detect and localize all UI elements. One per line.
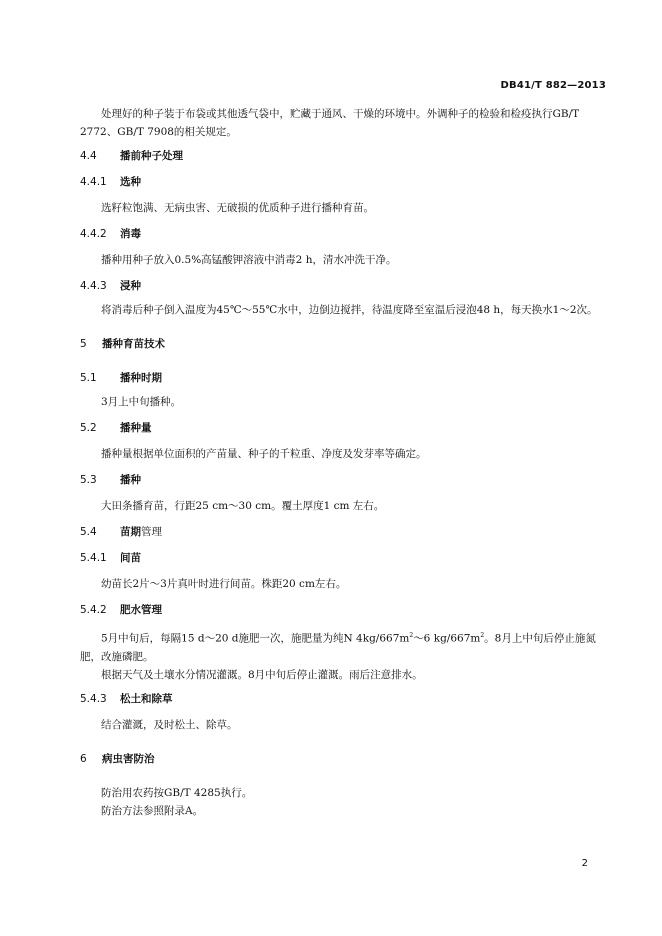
heading-4-4-2 [80, 225, 606, 243]
heading-5-1 [80, 369, 606, 387]
superscript: 2 [480, 632, 485, 639]
section-number: 6 [80, 752, 87, 765]
section-title-suffix: 管理 [141, 526, 162, 538]
heading-5-3 [80, 471, 606, 489]
section-title: 苗期 [120, 526, 141, 538]
heading-5-4 [80, 523, 606, 541]
heading-5-4-1 [80, 549, 606, 567]
heading-6 [80, 750, 606, 768]
section-number: 5.1 [80, 372, 97, 384]
heading-5 [80, 335, 606, 353]
paragraph-5-4-1: 幼苗长2片～3片真叶时进行间苗。株距20 cm左右。 [101, 578, 347, 590]
section-number: 5.4 [80, 526, 97, 538]
section-number: 5.3 [80, 474, 97, 486]
section-title: 播种 [120, 474, 141, 486]
paragraph-6-method: 防治方法参照附录A。 [101, 804, 204, 817]
section-title: 播种时期 [120, 372, 162, 384]
section-number: 5.4.2 [80, 604, 107, 616]
section-number: 5.4.3 [80, 692, 107, 705]
superscript: 2 [409, 632, 414, 639]
paragraph-5-4-2-irrigation: 根据天气及土壤水分情况灌溉。8月中旬后停止灌溉。雨后注意排水。 [101, 668, 423, 681]
paragraph-4-4-3: 将消毒后种子倒入温度为45℃～55℃水中，边倒边搅拌，待温度降至室温后浸泡48 h，每天换水1～2次。 [101, 304, 598, 316]
section-title: 消毒 [120, 228, 141, 240]
section-title: 间苗 [120, 552, 141, 564]
heading-4-4-1 [80, 173, 606, 191]
paragraph-6-pesticide: 防治用农药按GB/T 4285执行。 [101, 786, 253, 799]
paragraph-5-1: 3月上中旬播种。 [101, 396, 182, 408]
heading-5-4-3 [80, 690, 606, 708]
section-title: 病虫害防治 [102, 752, 155, 765]
heading-5-4-2 [80, 601, 606, 619]
section-number: 5.2 [80, 422, 97, 434]
text-run: 5月中旬后，每隔15 d～20 d施肥一次，施肥量为纯N 4kg/667m [101, 632, 410, 645]
section-title: 播种量 [120, 422, 152, 434]
section-title: 选种 [120, 176, 141, 188]
section-number: 4.4 [80, 150, 97, 162]
intro-paragraph: 处理好的种子装于布袋或其他透气袋中，贮藏于通风、干燥的环境中。外调种子的检验和检疫执行GB/T 2772、GB/T 7908的相关规定。 [80, 108, 580, 138]
paragraph-5-4-2-fertilizer [80, 627, 606, 666]
heading-5-2 [80, 419, 606, 437]
paragraph-5-4-3: 结合灌溉，及时松土、除草。 [101, 718, 238, 731]
paragraph-5-2: 播种量根据单位面积的产苗量、种子的千粒重、净度及发芽率等确定。 [101, 448, 427, 460]
section-number: 5 [80, 338, 87, 350]
section-title: 浸种 [120, 280, 141, 292]
paragraph-5-3: 大田条播育苗，行距25 cm～30 cm。覆土厚度1 cm 左右。 [101, 500, 385, 512]
section-number: 4.4.1 [80, 176, 107, 188]
heading-4-4-3 [80, 277, 606, 295]
section-number: 5.4.1 [80, 552, 107, 564]
page-content [80, 105, 606, 820]
paragraph-4-4-1: 选籽粒饱满、无病虫害、无破损的优质种子进行播种育苗。 [101, 202, 374, 214]
section-title: 播前种子处理 [120, 150, 183, 162]
text-run: 。8月上中旬后停止施氮肥，改施磷肥。 [80, 632, 596, 663]
section-number: 4.4.3 [80, 280, 107, 292]
section-title: 播种育苗技术 [102, 338, 165, 350]
section-title: 肥水管理 [120, 604, 162, 616]
page-number: 2 [581, 858, 588, 869]
standard-code: DB41/T 882—2013 [500, 80, 606, 91]
paragraph-4-4-2: 播种用种子放入0.5%高锰酸钾溶液中消毒2 h，清水冲洗干净。 [101, 254, 397, 266]
text-run: ～6 kg/667m [413, 632, 481, 645]
section-number: 4.4.2 [80, 228, 107, 240]
heading-4-4 [80, 147, 606, 165]
section-title: 松土和除草 [120, 692, 173, 705]
